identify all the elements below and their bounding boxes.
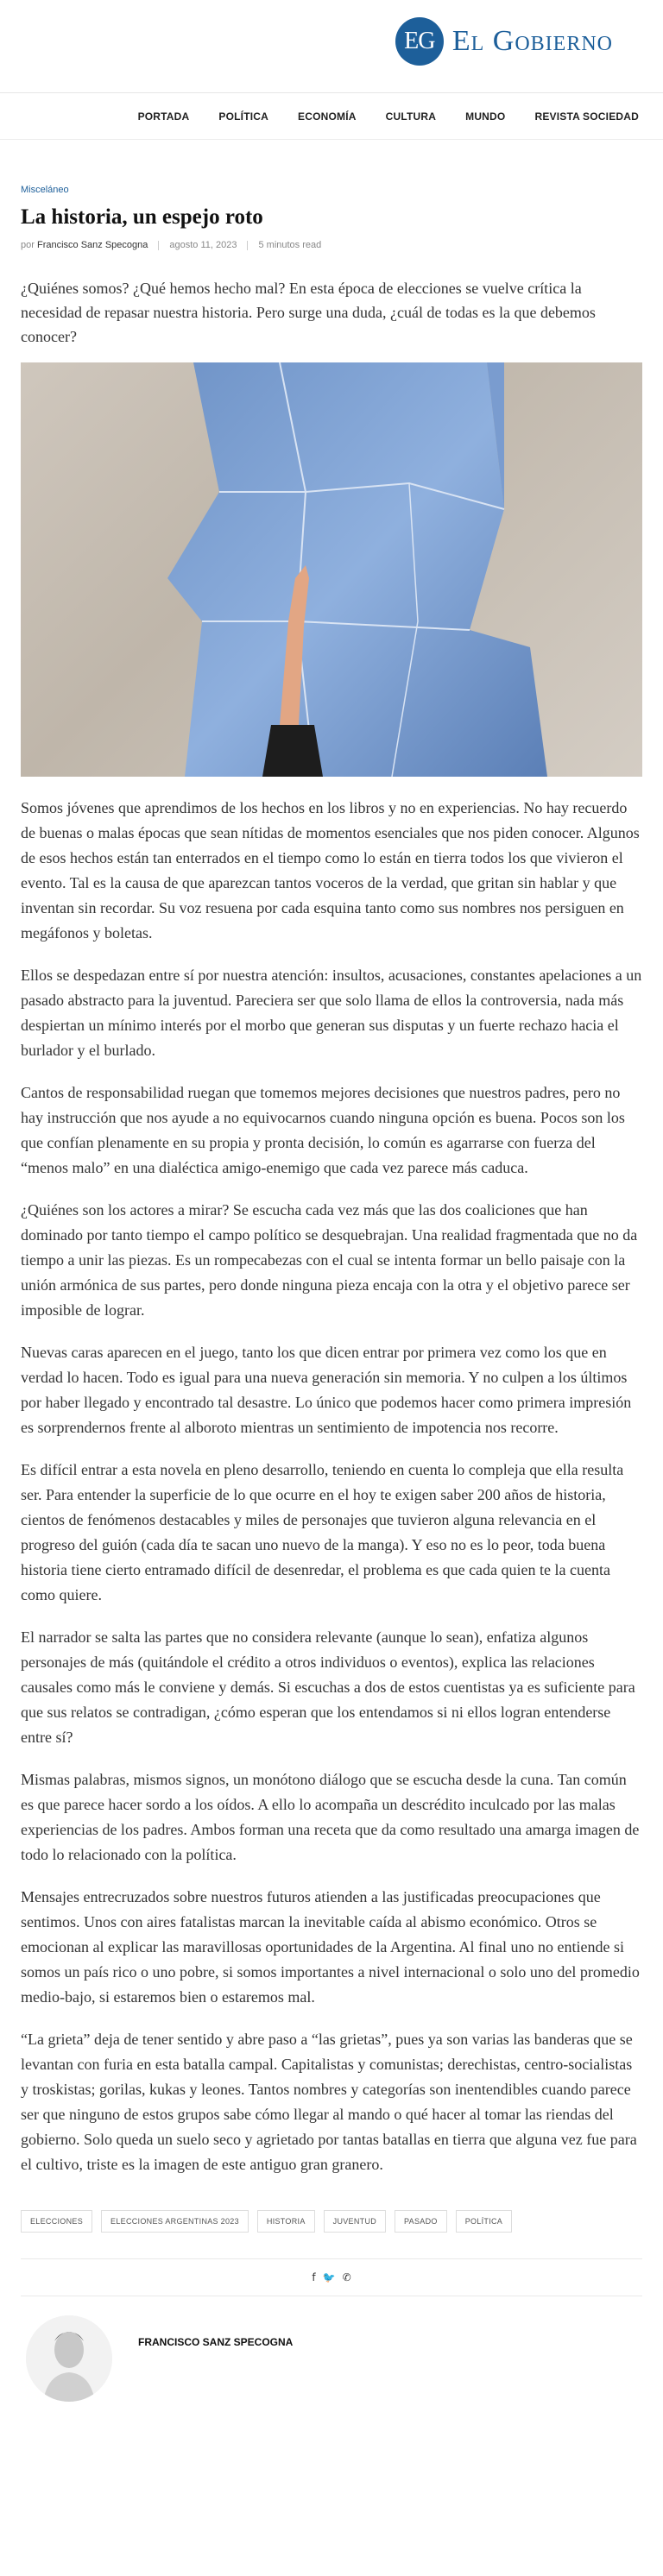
nav-item-revista-sociedad[interactable]: REVISTA SOCIEDAD xyxy=(534,110,639,123)
whatsapp-icon[interactable]: ✆ xyxy=(342,2271,351,2283)
paragraph: El narrador se salta las partes que no considera relevante (aunque lo sean), enfatiza algunos personajes de más (quitándole el crédito a otros individuos o eventos), explica las relaciones causales como más le conviene y demás. Si escuchas a dos de estos cuentistas ya es suficiente para que sus relatos se contradigan, ¿cómo esperan que los entendamos si ni ellos logran entenderse entre sí? xyxy=(21,1628,635,1746)
paragraph: Mismas palabras, mismos signos, un monótono diálogo que se escucha desde la cuna. Tan común es que parece hacer sordo a los oídos. A ello lo acompaña un descrédito inculcado por las malas experiencias de los padres. Ambos forman una receta que da como resultado una amarga imagen de todo lo relacionado con la política. xyxy=(21,1771,640,1863)
tag-historia[interactable]: HISTORIA xyxy=(257,2210,315,2233)
tag-list xyxy=(21,2210,642,2233)
paragraph: Nuevas caras aparecen en el juego, tanto los que dicen entrar por primera vez como los que en verdad lo hacen. Todo es igual para una nueva generación sin memoria. Y no culpen a los últimos por haber llegado y encontrado tal desastre. Lo único que podemos hacer como primera impresión es sorprendernos frente al alboroto mientras un sentimiento de impotencia nos recorre. xyxy=(21,1344,632,1436)
article-lead: ¿Quiénes somos? ¿Qué hemos hecho mal? En esta época de elecciones se vuelve crítica la necesidad de repasar nuestra historia. Pero surge una duda, ¿cuál de todas es la que debemos conocer? xyxy=(21,280,596,345)
nav-item-politica[interactable]: POLÍTICA xyxy=(218,110,269,123)
tag-elecciones-argentinas-2023[interactable]: ELECCIONES ARGENTINAS 2023 xyxy=(101,2210,249,2233)
tag-elecciones[interactable]: ELECCIONES xyxy=(21,2210,92,2233)
nav-item-portada[interactable]: PORTADA xyxy=(137,110,190,123)
author-prefix: por xyxy=(21,240,35,250)
article-date: agosto 11, 2023 xyxy=(169,240,237,250)
paragraph: “La grieta” deja de tener sentido y abre paso a “las grietas”, pues ya son varias las banderas que se levantan con furia en esta batalla campal. Capitalistas y comunistas; derechistas, centro-socialistas y troskistas; gorilas, kukas y leones. Tantos nombres y categorías son inentendibles cuando parece ser que ninguno de estos grupos sabe cómo llegar al mando o qué hacer al tomar las riendas del gobierno. Solo queda un suelo seco y agrietado por tantas batallas en tierra que alguna vez fue para el cultivo, triste es la imagen de este antiguo gran granero. xyxy=(21,2031,637,2173)
meta-divider xyxy=(158,241,159,250)
logo-name: El Gobierno xyxy=(451,25,613,57)
paragraph: Ellos se despedazan entre sí por nuestra atención: insultos, acusaciones, constantes apelaciones a un pasado abstracto para la juventud. Pareciera ser que solo llama de ellos la controversia, nada más despiertan un mínimo interés por el morbo que generan sus disputas y un fuerte rechazo hacia el burlador y el burlado. xyxy=(21,967,642,1059)
paragraph: Es difícil entrar a esta novela en pleno desarrollo, teniendo en cuenta lo compleja que ella resulta ser. Para entender la superficie de lo que ocurre en el hoy te exigen saber 200 años de historia, cientos de fenómenos destacables y miles de personajes que tuvieron alguna relevancia en el progreso del guión (cada día te sacan uno nuevo de la manga). Y eso no es lo peor, toda buena historia tiene cierto entramado difícil de desenredar, el problema es que cada quien te la cuenta como quiere. xyxy=(21,1461,624,1603)
site-header xyxy=(0,0,663,93)
author-avatar[interactable] xyxy=(26,2315,112,2402)
share-bar xyxy=(21,2258,642,2296)
author-box xyxy=(21,2315,642,2419)
broken-mirror-illustration xyxy=(21,362,642,777)
logo-badge: EG xyxy=(395,17,444,66)
paragraph: Cantos de responsabilidad ruegan que tomemos mejores decisiones que nuestros padres, pero no hay instrucción que nos ayude a no equivocarnos cuando ninguna opción es buena. Pocos son los que confían plenamente en su propia y pronta decisión, lo común es agarrarse con fuerza del “menos malo” en una dialéctica amigo-enemigo que cada vez parece más caduca. xyxy=(21,1084,625,1176)
article-category[interactable]: Misceláneo xyxy=(21,185,69,195)
author-name[interactable]: FRANCISCO SANZ SPECOGNA xyxy=(138,2336,294,2348)
article-read-time: 5 minutos read xyxy=(258,240,322,250)
paragraph: Somos jóvenes que aprendimos de los hechos en los libros y no en experiencias. No hay recuerdo de buenas o malas épocas que sean nítidas de momentos esenciales que nos piden conocer. Algunos de esos hechos están tan enterrados en el tiempo como lo están en tierra todos los que vivieron el evento. Tal es la causa de que aparezcan tantos voceros de la verdad, que gritan sin hablar y que inventan sin recordar. Su voz resuena por cada esquina tanto como sus nombres nos persiguen en megáfonos y boletas. xyxy=(21,799,640,942)
paragraph: Mensajes entrecruzados sobre nuestros futuros atienden a las justificadas preocupaciones que sentimos. Unos con aires fatalistas marcan la inevitable caída al abismo económico. Otros se emocionan al explicar las maravillosas oportunidades de la Argentina. Al final uno no entiende si somos un país rico o uno pobre, si somos importantes a nivel internacional o solo uno del promedio medio-bajo, si estaremos bien o estaremos mal. xyxy=(21,1888,640,2006)
tag-juventud[interactable]: JUVENTUD xyxy=(324,2210,386,2233)
article-author[interactable]: Francisco Sanz Specogna xyxy=(36,240,148,250)
nav-item-economia[interactable]: ECONOMÍA xyxy=(298,110,357,123)
article xyxy=(0,185,663,2419)
nav-item-mundo[interactable]: MUNDO xyxy=(465,110,506,123)
hero-image-broken-mirror xyxy=(21,362,642,777)
article-title: La historia, un espejo roto xyxy=(21,205,263,229)
site-logo[interactable] xyxy=(395,17,613,66)
twitter-icon[interactable]: 🐦 xyxy=(322,2271,336,2283)
paragraph: ¿Quiénes son los actores a mirar? Se escucha cada vez más que las dos coaliciones que han dominado por tanto tiempo el campo político se desquebrajan. Una realidad fragmentada que no da tiempo a unir las piezas. Es un rompecabezas con el cual se intenta formar un bello paisaje con la unión armónica de sus partes, pero donde ninguna pieza encaja con la otra y el objetivo parece ser imposible de lograr. xyxy=(21,1201,638,1319)
meta-divider xyxy=(247,241,248,250)
tag-pasado[interactable]: PASADO xyxy=(395,2210,447,2233)
avatar-portrait xyxy=(26,2315,112,2402)
article-meta xyxy=(21,240,642,250)
tag-politica[interactable]: POLÍTICA xyxy=(456,2210,512,2233)
main-nav xyxy=(0,93,663,140)
facebook-icon[interactable]: f xyxy=(312,2271,316,2283)
nav-item-cultura[interactable]: CULTURA xyxy=(385,110,437,123)
article-body xyxy=(21,796,642,2177)
